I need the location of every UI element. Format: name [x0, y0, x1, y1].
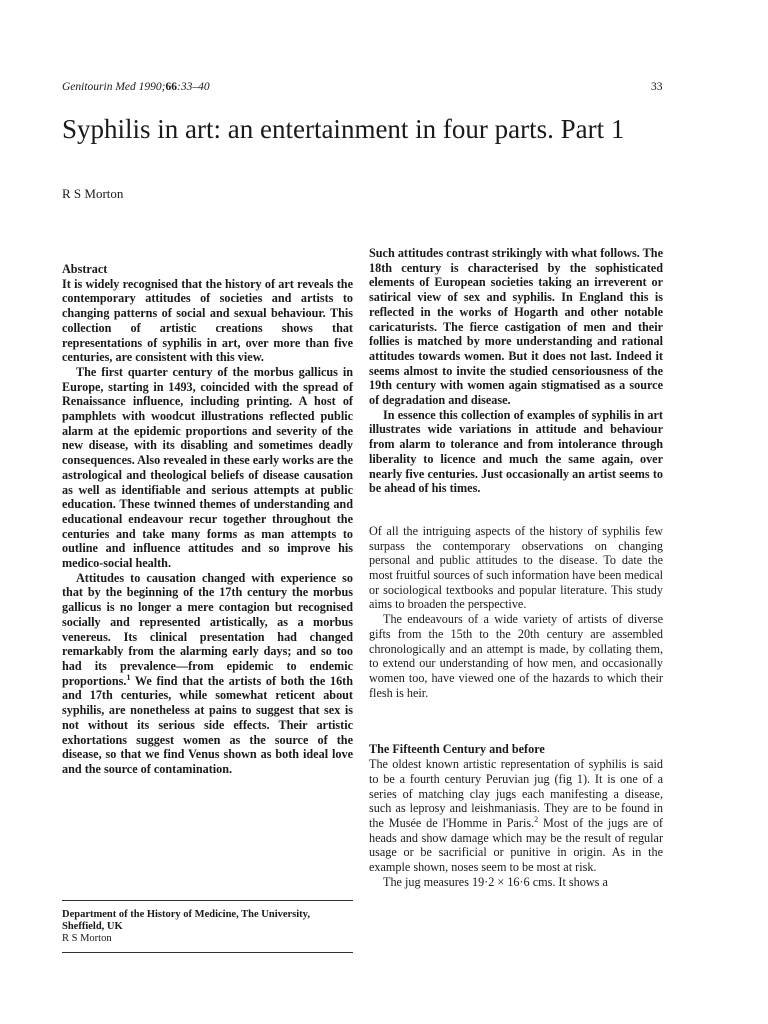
abstract-continuation	[369, 246, 663, 496]
introduction-text	[369, 524, 663, 700]
body-paragraph-2: The endeavours of a wide variety of artists of diverse gifts from the 15th to the 20th century are assembled chronologically and an attempt is made, by collating them, to extend our understanding of how men, and occasionally women too, have viewed one of the hazards to which their flesh is heir.	[369, 612, 663, 700]
page-number: 33	[651, 81, 663, 93]
abstract-paragraph-4: Such attitudes contrast strikingly with what follows. The 18th century is characterised by the sophisticated elements of European societies taking an irreverent or satirical view of sex and syphilis. In England this is reflected in the works of Hogarth and other notable caricaturists. The fierce castigation of men and their follies is matched by more understanding and rational attitudes towards women. But it does not last. Indeed it seems almost to invite the studied censoriousness of the 19th century with women again stigmatised as a source of degradation and disease.	[369, 246, 663, 408]
abstract-paragraph-5: In essence this collection of examples of syphilis in art illustrates wide variations in attitude and behaviour from alarm to tolerance and from intolerance through liberality to licence and much the same again, over nearly five centuries. Just occasionally an artist seems to be ahead of his times.	[369, 407, 663, 496]
citation-year: 1990;	[138, 81, 166, 93]
body-paragraph-1: Of all the intriguing aspects of the history of syphilis few surpass the contemporary observations on changing personal and public attitudes to the disease. To date the most fruitful sources of such information have been medical or sociological textbooks and popular literature. This study aims to broaden the perspective.	[369, 523, 663, 612]
section-paragraph-2: The jug measures 19·2 × 16·6 cms. It shows a	[383, 874, 608, 889]
affiliation-divider-bottom	[62, 952, 353, 953]
section-paragraph-1	[369, 757, 663, 875]
affiliation-author-name: R S Morton	[62, 933, 112, 944]
abstract-paragraph-2: The first quarter century of the morbus gallicus in Europe, starting in 1493, coincided with the spread of Renaissance influence, including printing. A host of pamphlets with woodcut illustrations reflected public alarm at the epidemic proportions and severity of the new disease, with its disabling and sometimes deadly consequences. Also revealed in these early works are the astrological and theological beliefs of disease causation as well as identifiable and serious attempts at public education. These twinned themes of understanding and educational endeavour recur together throughout the centuries and take many forms as man attempts to outline and influence attitudes and so improve his medico-social health.	[62, 364, 353, 571]
author-affiliation	[62, 909, 353, 945]
citation-volume: 66	[165, 81, 177, 93]
citation-pages: :33–40	[177, 81, 210, 93]
abstract-paragraph-1: It is widely recognised that the history of art reveals the contemporary attitudes of societies and artists to changing patterns of social and sexual behaviour. This collection of artistic creations shows that representations of syphilis in art, over more than five centuries, are consistent with this view.	[62, 276, 353, 365]
affiliation-department: Department of the History of Medicine, The University, Sheffield, UK	[62, 909, 310, 932]
abstract-paragraph-3-text: Attitudes to causation changed with experience so that by the beginning of the 17th century the morbus gallicus is no longer a mere contagion but recognised socially and represented artistically, as a morbus venereus. Its clinical presentation had changed remarkably from the alarming early days; and so too had its prevalence—from epidemic to endemic proportions.	[62, 570, 353, 688]
abstract-heading: Abstract	[62, 262, 108, 276]
left-column	[62, 262, 353, 777]
section-paragraph-1-text: The oldest known artistic representation of syphilis is said to be a fourth century Peruvian jug (fig 1). It is one of a series of matching clay jugs each manifesting a disease, such as leprosy and leishmaniasis. They are to be found in the Musée de l'Homme in Paris.	[369, 757, 663, 830]
journal-name: Genitourin Med	[62, 81, 136, 93]
journal-citation	[62, 81, 210, 93]
section-heading: The Fifteenth Century and before	[369, 742, 545, 757]
abstract-paragraph-3-continuation: We find that the artists of both the 16th and 17th centuries, while somewhat reticent about syphilis, are nonetheless at pains to suggest that sex is not without its serious side effects. Their artistic exhortations suggest women as the source of the disease, so that we find Venus shown as both ideal love and the source of contamination.	[62, 673, 353, 776]
abstract-paragraph-3	[62, 571, 353, 777]
right-column	[369, 246, 663, 889]
reference-marker-2: 2	[534, 814, 539, 824]
reference-marker-1: 1	[126, 672, 131, 682]
article-title: Syphilis in art: an entertainment in four parts. Part 1	[62, 114, 625, 144]
section-paragraph-1-continuation: Most of the jugs are of heads and show damage which may be the result of regular usage or be sacrificial or punitive in origin. As in the example shown, noses seem to be most at risk.	[369, 815, 663, 875]
affiliation-divider-top	[62, 900, 353, 901]
article-author: R S Morton	[62, 186, 124, 201]
